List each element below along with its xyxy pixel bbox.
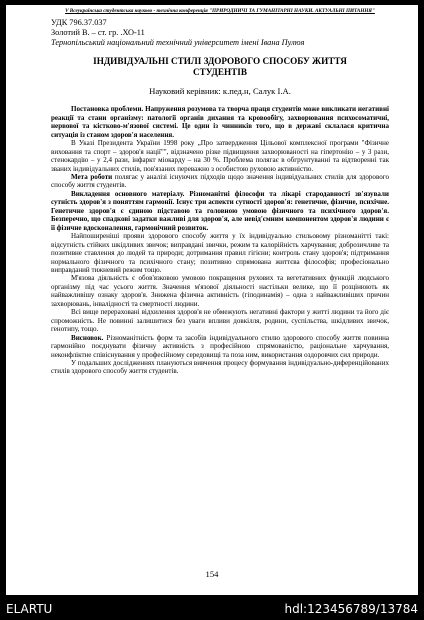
paragraph-text: М'язова діяльність є обов'язковою умовою покращення рухових та вегетативних функцій людського організму під час усього життя. Значення м'язової діяльності настільки велике, що її розцінюють як найважливішу ознаку здоров'я. Знижена фізична активність (гіподинамія) – одна з найважливіших причин захворювань, інвалідності та смертності людини.: [51, 274, 389, 308]
paragraph-text: Різноманітність форм та засобів індивідуального стилю здорового способу життя повинна гармонійно поєднувати фізичну активність з професійною спрямованістю, раціональне харчування, неконфліктне співіснування у професійному середовищі та поза ним, використання оздоровчих сил природи.: [51, 333, 389, 359]
paragraph-lead: Мета роботи: [71, 173, 113, 182]
paper-title: ІНДИВІДУАЛЬНІ СТИЛІ ЗДОРОВОГО СПОСОБУ ЖИТТЯ СТУДЕНТІВ: [93, 56, 347, 78]
conference-header: V Всеукраїнська студентська науково - технічна конференція "ПРИРОДНИЧІ ТА ГУМАНІТАРНІ НАУКИ. АКТУАЛЬНІ ПИТАННЯ": [65, 8, 375, 14]
paragraph: [51, 190, 389, 232]
udc-code: УДК 796.37.037: [51, 18, 107, 28]
paragraph-text: Різноманітні філософи та лікарі стародавності зв'язували сутність здоров'я з поняттям гармонії. Існує три аспекти сутності здоров'я: генетичне, фізичне, психічне. Генетичне здоров'я є єдиною підставою та головною умовою фізичного та психічного здоров'я. Безперечно, що спадкові задатки важливі для здоров'я, але невід'ємним компонентом здоров'я людини є її фізичне вдосконалення, гармонічний розвиток.: [51, 189, 389, 232]
document-page: [6, 5, 418, 595]
repository-name: ELARTU: [6, 602, 53, 616]
paragraph: [51, 359, 389, 376]
paragraph-lead: Постановка проблеми.: [71, 105, 144, 114]
paragraph: [51, 105, 389, 139]
paragraph: [51, 173, 389, 190]
paragraph-text: Найпоширеніші прояви здорового способу життя у їх індивідуально стильовому різноманітті такі: відсутність стійких шкідливих звичок; виправдані звички, режим та калорійність харчування; доброзичливе та позитивне ставлення до людей та природи; дотримання правил гігієни; контроль стану здоров'я; підтримання нормального фізичного та психічного стану; позитивно спрямована життєва філософія; професіонально виправданий тижневий режим тощо.: [51, 232, 389, 275]
paragraph: [51, 139, 389, 173]
paragraph-lead: Висновок.: [71, 333, 104, 342]
page-content: [51, 5, 389, 376]
affiliation: Тернопільський національний технічний університет імені Івана Пулюя: [51, 38, 305, 48]
paragraph-text: полягає у аналізі існуючих підходів щодо значення індивідуальних стилів для здорового способу життя студентів.: [51, 173, 389, 190]
paragraph-lead: Викладення основного матеріалу.: [71, 189, 185, 198]
paragraph-text: В Указі Президента України 1998 року „Про затвердження Цільової комплексної програми "Фізичне виховання та спорт – здоров'я нації"", відзначено різке підвищення захворюваності на гіпертонію – у 3 рази, стенокардію – у 2,4 рази, інфаркт міокарду – на 30 %. Проблема полягає в обгрунтуванні та відтворенні так званих індивідуальних стилів, пов'язаних переважно з особистою руховою активністю.: [51, 139, 389, 173]
paragraph: [51, 274, 389, 308]
paragraph: [51, 232, 389, 274]
paragraph: [51, 308, 389, 333]
supervisor-line: Науковий керівник: к.пед.н, Салук І.А.: [149, 86, 291, 97]
paper-body: [51, 105, 389, 376]
paragraph-text: Напруження розумова та творча праця студентів може викликати негативні реакції та стани організму: патології органів дихання та кровообігу, захворювання психосоматичні, нервової та кістково-м'язової системі. Це один із чинників того, що в державі склалася критична ситуація із станом здоров'я населення.: [51, 105, 389, 139]
paragraph: [51, 334, 389, 359]
page-number: 154: [205, 569, 219, 579]
author-line: Золотий В. – ст. гр. .ХО-11: [51, 28, 145, 38]
repository-footer: [0, 599, 424, 620]
paragraph-text: Всі вище перераховані відхилення здоров'я не обмежують негативні фактори у житті людини та його діє спроможність. Не повинні залишитися без уваги впливи довкілля, родини, суспільства, шкідливих звичок, генотипу, тощо.: [51, 308, 389, 334]
handle-id: hdl:123456789/13784: [284, 602, 418, 616]
paragraph-text: У подальших дослідженнях плануються вивчення процесу формування індивідуально-диференційованих стилів здорового способу життя студентів.: [51, 359, 389, 376]
